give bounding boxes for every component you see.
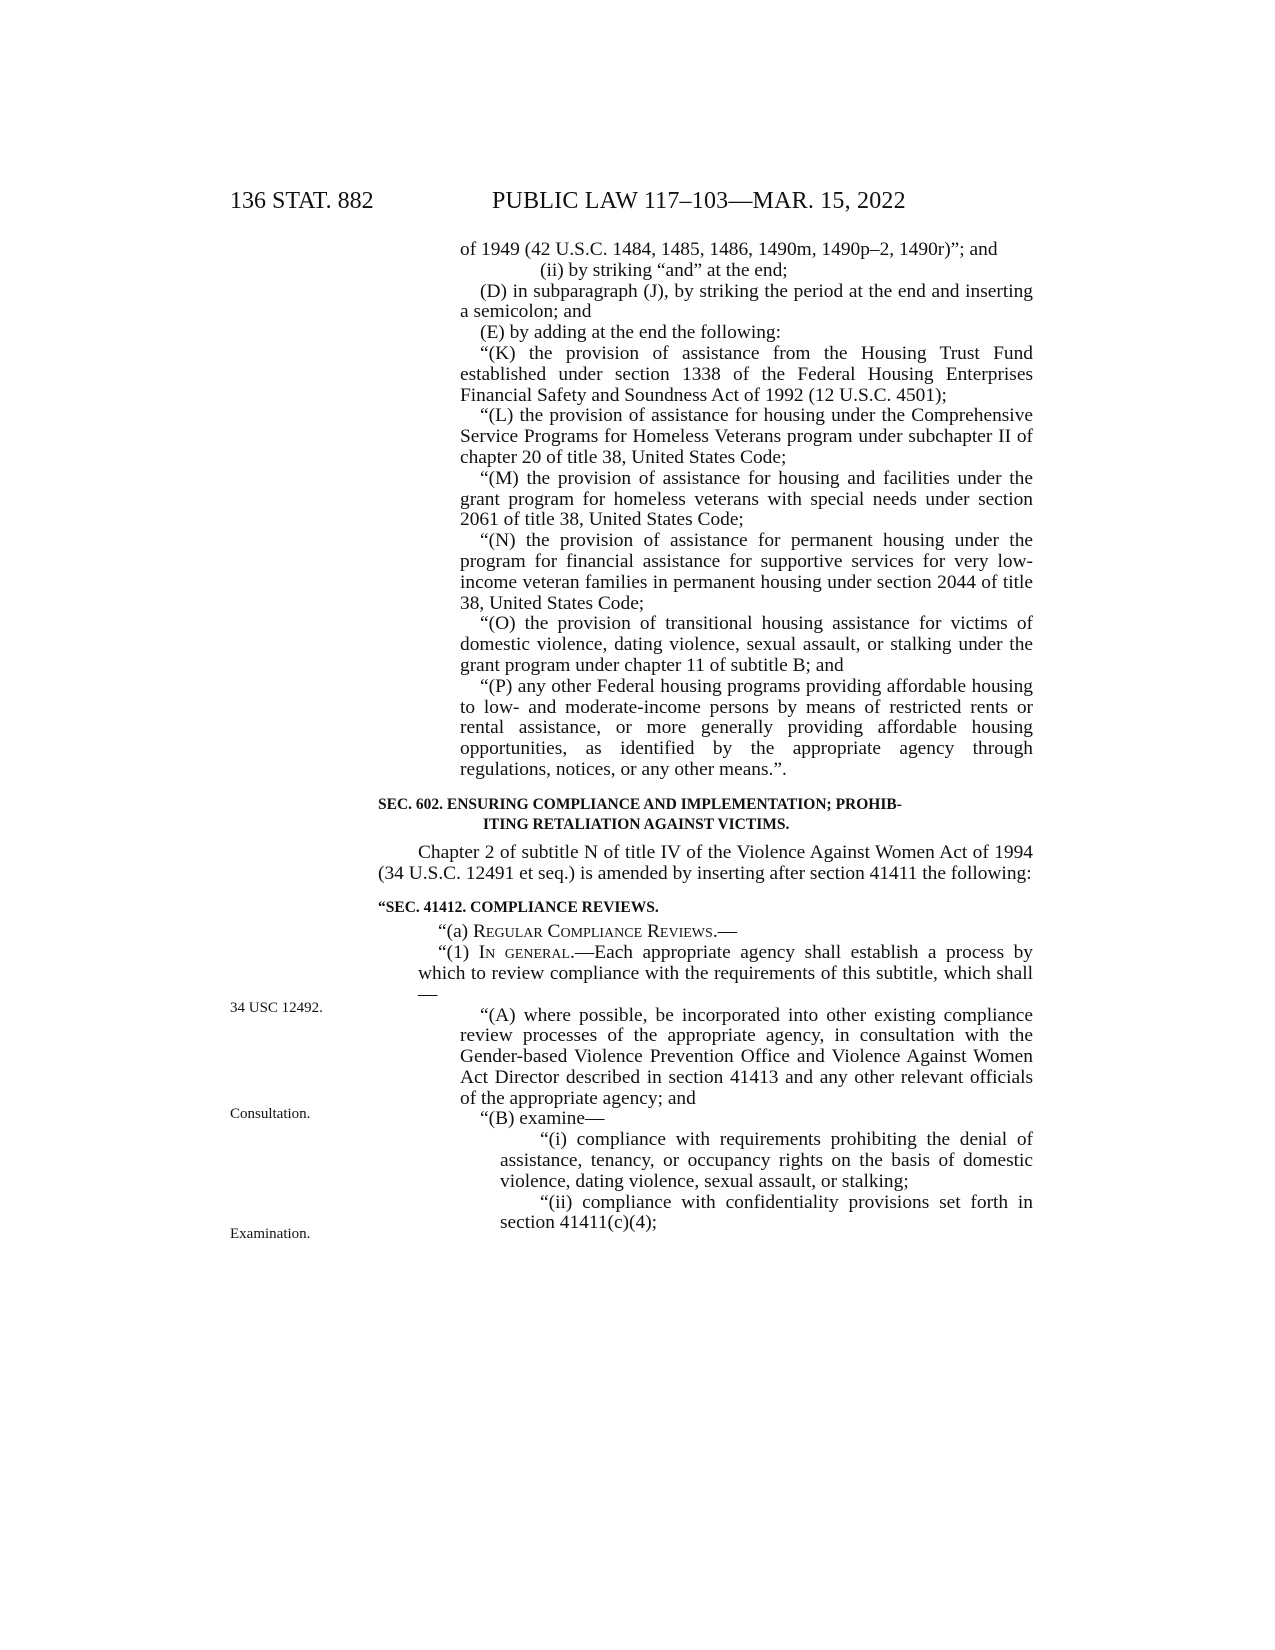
margin-note-examination: Examination.: [230, 1226, 311, 1242]
paragraph-suffix: .—Each appropriate agency shall establish a process by which to review compliance with the requirements of this subtitle, which shall—: [418, 942, 1033, 1005]
paragraph: “(L) the provision of assistance for housing under the Comprehensive Service Programs for Homeless Veterans program under subchapter II of chapter 20 of title 38, United States Code;: [460, 405, 1033, 468]
subsection-heading: [378, 922, 1033, 943]
subsection-suffix: .—: [712, 921, 738, 943]
section-heading-line: SEC. 602. ENSURING COMPLIANCE AND IMPLEMENTATION; PROHIB-: [378, 795, 902, 813]
paragraph: “(B) examine—: [480, 1108, 605, 1130]
paragraph: Chapter 2 of subtitle N of title IV of the Violence Against Women Act of 1994 (34 U.S.C. 12491 et seq.) is amended by inserting after section 41411 the following:: [378, 841, 1033, 884]
margin-note-consultation: Consultation.: [230, 1106, 311, 1122]
paragraph: (E) by adding at the end the following:: [480, 322, 782, 344]
paragraph: (D) in subparagraph (J), by striking the period at the end and inserting a semicolon; and: [460, 280, 1033, 323]
paragraph: “(M) the provision of assistance for housing and facilities under the grant program for homeless veterans with special needs under section 2061 of title 38, United States Code;: [460, 467, 1033, 531]
running-header-title: PUBLIC LAW 117–103—MAR. 15, 2022: [492, 188, 906, 214]
section-heading-line: ITING RETALIATION AGAINST VICTIMS.: [483, 815, 790, 833]
margin-note-usc: 34 USC 12492.: [230, 1000, 323, 1016]
paragraph-prefix: “(1): [438, 942, 479, 964]
subsection-prefix: “(a): [438, 921, 473, 943]
subsection-caption: Regular Compliance Reviews: [472, 921, 713, 943]
paragraph: “(ii) compliance with confidentiality provisions set forth in section 41411(c)(4);: [500, 1191, 1033, 1234]
paragraph: of 1949 (42 U.S.C. 1484, 1485, 1486, 1490m, 1490p–2, 1490r)”; and: [460, 239, 998, 260]
paragraph: “(i) compliance with requirements prohibiting the denial of assistance, tenancy, or occupancy rights on the basis of domestic violence, dating violence, sexual assault, or stalking;: [500, 1129, 1033, 1192]
paragraph: “(A) where possible, be incorporated into other existing compliance review processes of the appropriate agency, in consultation with the Gender-based Violence Prevention Office and Violence Against Women Act Director described in section 41413 and any other relevant officials of the appropriate agency; and: [460, 1004, 1033, 1109]
section-heading-41412: “SEC. 41412. COMPLIANCE REVIEWS.: [378, 899, 659, 917]
paragraph-caption: In general: [478, 942, 571, 964]
paragraph: “(N) the provision of assistance for permanent housing under the program for financial assistance for supportive services for very low-income veteran families in permanent housing under section 2044 of title 38, United States Code;: [460, 530, 1033, 614]
section-heading-602: [378, 795, 1033, 835]
paragraph: “(O) the provision of transitional housing assistance for victims of domestic violence, dating violence, sexual assault, or stalking under the grant program under chapter 11 of subtitle B; and: [460, 613, 1033, 676]
paragraph: “(P) any other Federal housing programs providing affordable housing to low- and moderate-income persons by means of restricted rents or rental assistance, or more generally providing affordable housing opportunities, as identified by the appropriate agency through regulations, notices, or any other means.”.: [460, 675, 1033, 780]
paragraph: “(K) the provision of assistance from the Housing Trust Fund established under section 1338 of the Federal Housing Enterprises Financial Safety and Soundness Act of 1992 (12 U.S.C. 4501);: [460, 342, 1033, 406]
document-body: [378, 240, 1033, 1234]
paragraph: (ii) by striking “and” at the end;: [540, 259, 788, 281]
paragraph: [378, 943, 1033, 1005]
statute-page-number: 136 STAT. 882: [230, 188, 374, 214]
